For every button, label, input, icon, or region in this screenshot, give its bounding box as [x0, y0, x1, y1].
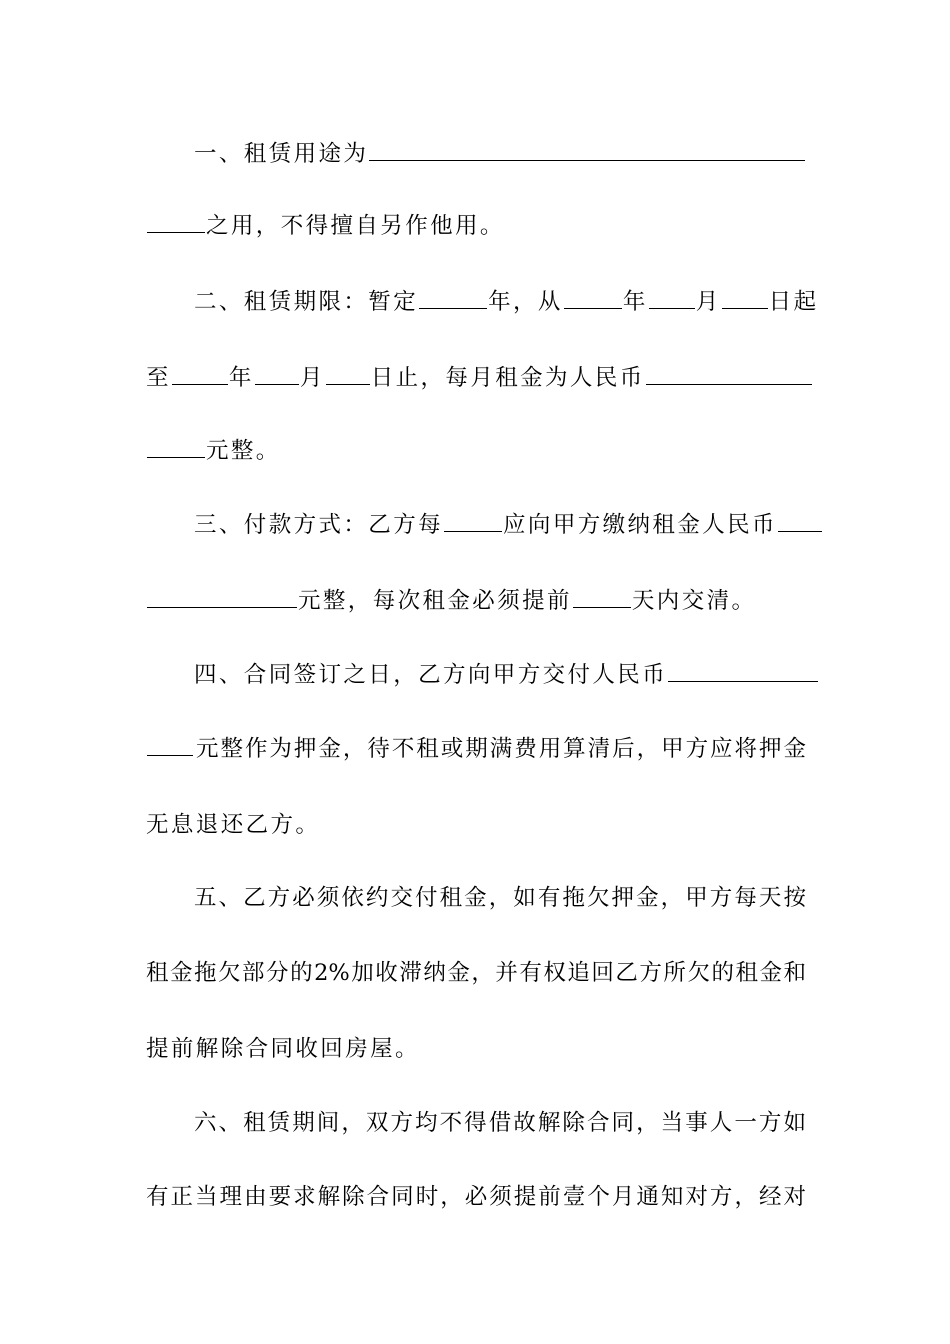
start-day-blank	[722, 290, 768, 309]
payment-amount-blank	[778, 513, 822, 532]
clause-2-text-j: 元整。	[206, 438, 281, 464]
clause-1-line-1	[194, 134, 806, 174]
clause-3-line-2	[146, 581, 806, 621]
clause-2-text-d: 月	[695, 289, 721, 315]
term-years-blank	[419, 290, 487, 309]
end-day-blank	[326, 366, 370, 385]
payment-period-blank	[444, 513, 502, 532]
clause-6-text-b: 有正当理由要求解除合同时，必须提前壹个月通知对方，经对	[146, 1184, 806, 1210]
clause-5-text-a: 五、乙方必须依约交付租金，如有拖欠押金，甲方每天按	[194, 885, 806, 911]
clause-5-line-2	[146, 953, 806, 993]
clause-3-text-c: 元整，每次租金必须提前	[298, 588, 572, 614]
monthly-rent-blank-cont	[147, 439, 205, 458]
clause-4-text-a: 四、合同签订之日，乙方向甲方交付人民币	[194, 662, 668, 688]
clause-2-text-e: 日起	[768, 289, 819, 315]
clause-2-line-3	[146, 431, 806, 471]
advance-days-blank	[573, 589, 631, 608]
clause-2-text-c: 年	[622, 289, 648, 315]
usage-blank-cont	[147, 214, 205, 233]
clause-2-line-2	[146, 358, 806, 398]
clause-2-text-i: 日止，每月租金为人民币	[370, 365, 645, 391]
deposit-blank-cont	[147, 737, 193, 756]
clause-6-line-2	[146, 1177, 806, 1217]
start-month-blank	[649, 290, 695, 309]
clause-5-text-c: 提前解除合同收回房屋。	[146, 1036, 420, 1062]
clause-5-text-b: 租金拖欠部分的2%加收滞纳金，并有权追回乙方所欠的租金和	[146, 960, 806, 986]
clause-4-line-2	[146, 729, 806, 769]
end-year-blank	[172, 366, 228, 385]
clause-2-text-h: 月	[299, 365, 325, 391]
clause-1-text-2: 之用，不得擅自另作他用。	[206, 213, 505, 239]
clause-3-text-a: 三、付款方式：乙方每	[194, 512, 444, 538]
clause-2-text-b: 年，从	[488, 289, 563, 315]
clause-2-text-a: 二、租赁期限：暂定	[194, 289, 419, 315]
monthly-rent-blank	[646, 366, 812, 385]
clause-5-line-1	[194, 878, 806, 918]
deposit-blank	[668, 663, 818, 682]
clause-1-line-2	[146, 206, 806, 246]
clause-4-text-b: 元整作为押金，待不租或期满费用算清后，甲方应将押金	[194, 736, 806, 762]
usage-blank	[369, 142, 805, 161]
end-month-blank	[255, 366, 299, 385]
clause-2-line-1	[194, 282, 819, 322]
clause-5-line-3	[146, 1029, 806, 1069]
clause-2-text-g: 年	[228, 365, 254, 391]
clause-4-line-1	[194, 655, 806, 695]
clause-3-text-b: 应向甲方缴纳租金人民币	[503, 512, 777, 538]
clause-3-text-d: 天内交清。	[631, 588, 757, 614]
clause-4-line-3	[146, 805, 806, 845]
clause-3-line-1	[194, 505, 806, 545]
clause-6-text-a: 六、租赁期间，双方均不得借故解除合同，当事人一方如	[194, 1110, 806, 1136]
clause-2-text-f: 至	[146, 365, 171, 391]
clause-1-text: 一、租赁用途为	[194, 141, 369, 167]
start-year-blank	[564, 290, 622, 309]
clause-4-text-c: 无息退还乙方。	[146, 812, 321, 838]
payment-amount-blank-cont	[147, 589, 297, 608]
clause-6-line-1	[194, 1103, 806, 1143]
